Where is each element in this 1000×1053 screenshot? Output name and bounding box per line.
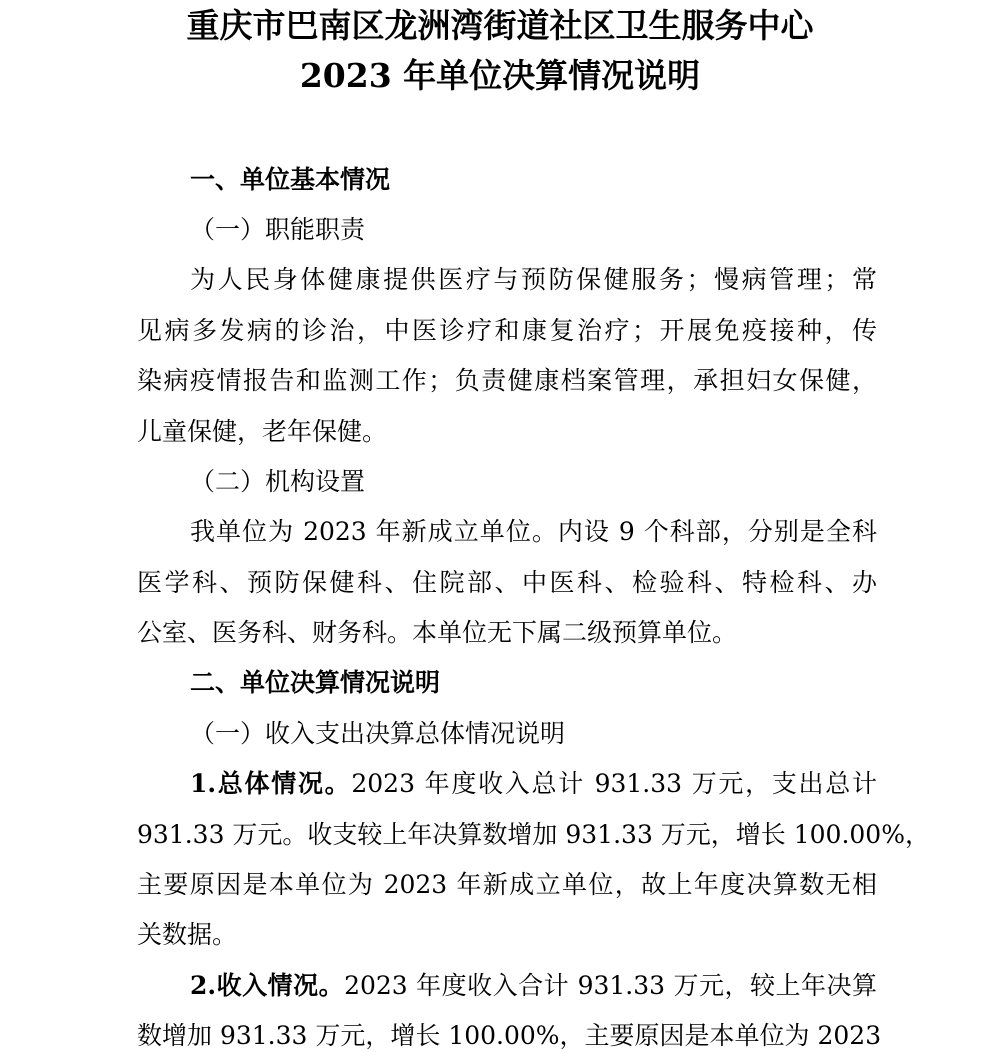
paragraph-line: 数增加 931.33 万元，增长 100.00%，主要原因是本单位为 2023 [137, 1021, 882, 1050]
paragraph-line-income [190, 969, 877, 1003]
item-label-overall: 1.总体情况。 [190, 769, 352, 798]
document-title-line-2: 2023 年单位决算情况说明 [299, 56, 701, 95]
section-heading-basic-info: 一、单位基本情况 [190, 165, 391, 194]
paragraph-line: 931.33 万元。收支较上年决算数增加 931.33 万元，增长 100.00%， [137, 820, 930, 849]
paragraph-line: 我单位为 2023 年新成立单位。内设 9 个科部，分别是全科 [190, 517, 877, 546]
paragraph-line: 医学科、预防保健科、住院部、中医科、检验科、特检科、办 [137, 568, 877, 597]
paragraph-line: 为人民身体健康提供医疗与预防保健服务；慢病管理；常 [190, 265, 877, 294]
paragraph-line: 关数据。 [137, 920, 238, 949]
section-heading-final-accounts: 二、单位决算情况说明 [190, 668, 441, 697]
document-title-line-1: 重庆市巴南区龙洲湾街道社区卫生服务中心 [186, 6, 814, 45]
item-text-overall: 2023 年度收入总计 931.33 万元，支出总计 [351, 769, 877, 798]
paragraph-line: 主要原因是本单位为 2023 年新成立单位，故上年度决算数无相 [137, 870, 877, 899]
paragraph-line: 公室、医务科、财务科。本单位无下属二级预算单位。 [137, 618, 738, 647]
paragraph-line: 见病多发病的诊治，中医诊疗和康复治疗；开展免疫接种，传 [137, 316, 877, 345]
subsection-heading-organization: （二）机构设置 [190, 467, 366, 496]
paragraph-line: 儿童保健，老年保健。 [137, 417, 388, 446]
paragraph-line-overall [190, 767, 877, 801]
paragraph-line: 染病疫情报告和监测工作；负责健康档案管理，承担妇女保健， [137, 366, 877, 395]
subsection-heading-functions: （一）职能职责 [190, 215, 366, 244]
item-text-income: 2023 年度收入合计 931.33 万元，较上年决算 [344, 971, 877, 1000]
item-label-income: 2.收入情况。 [190, 971, 345, 1000]
subsection-heading-income-expenditure: （一）收入支出决算总体情况说明 [190, 719, 566, 748]
